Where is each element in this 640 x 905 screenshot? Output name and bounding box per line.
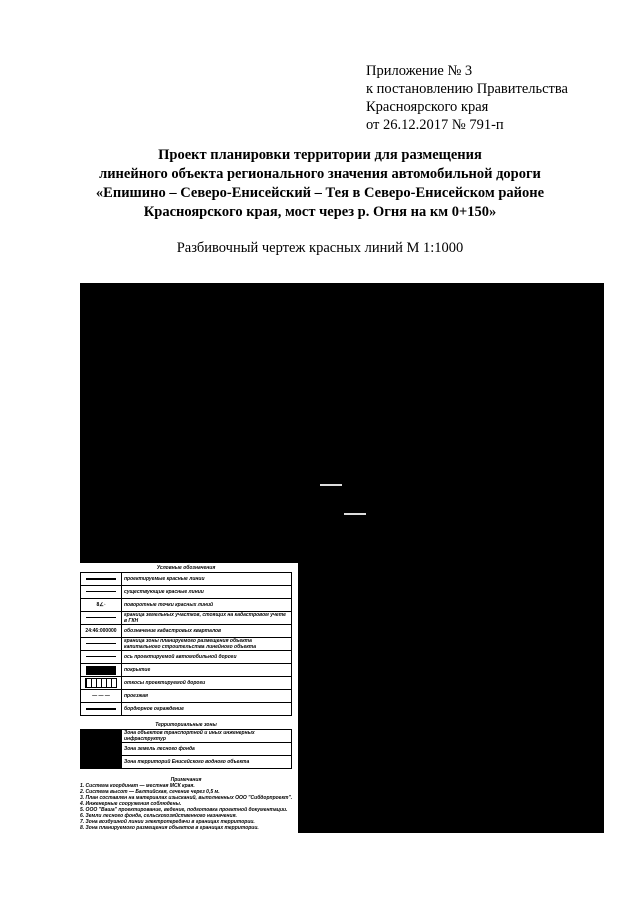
- note-line: 4. Инженерные сооружения соблюдены.: [80, 801, 182, 807]
- legend-symbol: [86, 708, 116, 710]
- legend-row: [81, 625, 292, 638]
- legend-text: откосы проектируемой дороги: [122, 677, 292, 690]
- legend-text: проезжая: [122, 690, 292, 703]
- legend-text: покрытие: [122, 664, 292, 677]
- zone-text: Зона объектов транспортной и иных инженерных инфраструктур: [122, 730, 292, 743]
- legend-row: [81, 651, 292, 664]
- legend-row: [81, 677, 292, 690]
- legend-symbol: [86, 591, 116, 592]
- notes-heading: Примечания: [170, 777, 202, 783]
- zones-caption: Территориальные зоны: [155, 722, 217, 728]
- appendix-line: Красноярского края: [366, 99, 489, 115]
- legend-row: [81, 638, 292, 651]
- legend-text: существующие красные линии: [122, 586, 292, 599]
- zone-row: [81, 730, 292, 743]
- legend-text: поворотные точки красных линий: [122, 599, 292, 612]
- zone-text: Зона земель лесного фонда: [122, 743, 292, 756]
- legend-text: обозначение кадастровых кварталов: [122, 625, 292, 638]
- notes: [80, 777, 292, 831]
- appendix-block: [366, 62, 568, 134]
- title-line: «Епишино – Северо-Енисейский – Тея в Северо-Енисейском районе: [95, 185, 545, 201]
- note-line: 5. ООО "Ваша" проектирование, ведение, подготовка проектной документации.: [80, 807, 288, 813]
- title-line: Красноярского края, мост через р. Огня на км 0+150»: [143, 204, 497, 220]
- legend-row: [81, 703, 292, 716]
- appendix-line: Приложение № 3: [366, 63, 473, 79]
- legend-row: [81, 599, 292, 612]
- drawing-subtitle: Разбивочный чертеж красных линий М 1:1000: [176, 240, 464, 256]
- legend-caption: Условные обозначения: [156, 565, 216, 571]
- note-line: 8. Зона планируемого размещения объектов в границах территории.: [80, 825, 259, 831]
- legend-symbol: — — —: [92, 693, 110, 699]
- zone-symbol: [81, 730, 122, 769]
- drawing-mark: [344, 513, 366, 515]
- legend-row: [81, 690, 292, 703]
- legend-text: граница зоны планируемого размещения объекта капитального строительства линейного объекта: [122, 638, 292, 651]
- legend-symbol: [86, 578, 116, 580]
- legend-row: [81, 612, 292, 625]
- zones-table: [80, 729, 292, 769]
- appendix-line: к постановлению Правительства: [366, 81, 568, 97]
- drawing-mark: [320, 484, 342, 486]
- legend-symbol: [86, 617, 116, 618]
- legend-symbol: 24:46:000000: [85, 628, 117, 634]
- legend-row: [81, 586, 292, 599]
- legend-row: [81, 664, 292, 677]
- legend-table: [80, 572, 292, 716]
- legend-row: [81, 573, 292, 586]
- legend-symbol: [86, 656, 116, 657]
- legend-symbol: 8∠◦: [96, 602, 106, 608]
- legend-symbol: [86, 666, 116, 675]
- document-title: [60, 146, 580, 222]
- legend-symbol: [86, 643, 116, 644]
- note-line: 2. Система высот — Балтийская, сечение через 0,5 м.: [80, 789, 220, 795]
- note-line: 6. Земли лесного фонда, сельскохозяйственного назначения.: [80, 813, 237, 819]
- appendix-line: от 26.12.2017 № 791-п: [366, 117, 504, 133]
- title-line: линейного объекта регионального значения автомобильной дороги: [99, 166, 541, 182]
- note-line: 1. Система координат — местная МСК края.: [80, 783, 195, 789]
- legend: [80, 563, 292, 831]
- legend-symbol: [85, 678, 117, 688]
- legend-text: ось проектируемой автомобильной дороги: [122, 651, 292, 664]
- title-line: Проект планировки территории для размещения: [158, 147, 482, 163]
- legend-text: проектируемые красные линии: [122, 573, 292, 586]
- legend-text: бордюрное ограждение: [122, 703, 292, 716]
- legend-text: граница земельных участков, стоящих на кадастровом учете в ГКН: [122, 612, 292, 625]
- note-line: 7. Зона воздушной линии электропередачи в границах территории.: [80, 819, 255, 825]
- note-line: 3. План составлен на материалах изысканий, выполненных ООО "Сибдорпроект".: [80, 795, 293, 801]
- zone-text: Зона территорий Енисейского водного объекта: [122, 756, 292, 769]
